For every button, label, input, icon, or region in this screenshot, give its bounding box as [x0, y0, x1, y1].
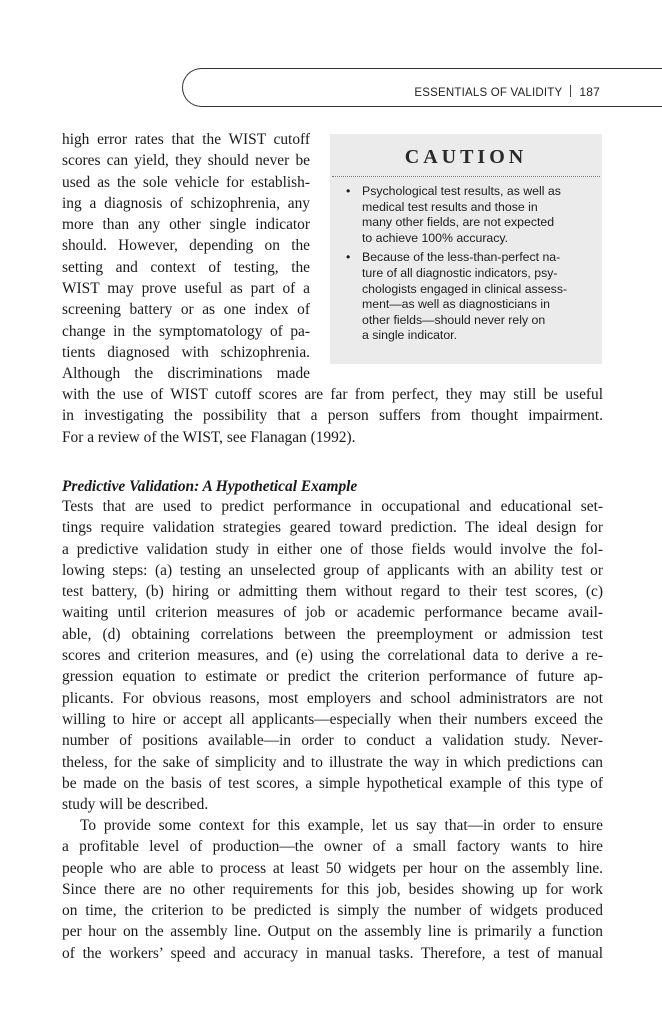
caution-line: to achieve 100% accuracy.	[362, 230, 509, 245]
text-line: on time, the criterion to be predicted is simply the number of widgets produced	[62, 902, 603, 920]
text-line: screening battery or as one index of	[62, 301, 310, 319]
caution-title: CAUTION	[404, 146, 528, 168]
text-line: setting and context of testing, the	[62, 258, 310, 276]
caution-list	[344, 184, 594, 348]
text-line: a predictive validation study in either one of those fields would involve the fol-	[62, 540, 603, 558]
text-line: more than any other single indicator	[62, 216, 310, 234]
caution-line: a single indicator.	[362, 328, 458, 343]
text-line: high error rates that the WIST cutoff	[62, 131, 310, 148]
text-line: scores can yield, they should never be	[62, 152, 310, 170]
text-line: of the workers’ speed and accuracy in manual tasks. Therefore, a test of manual	[62, 944, 603, 962]
paragraph-wist-review	[62, 384, 603, 448]
text-line: number of positions available—in order to conduct a validation study. Never-	[62, 732, 603, 750]
paragraph-predictive-validation	[62, 496, 603, 815]
caution-line: Psychological test results, as well as	[362, 184, 561, 198]
text-line: ing a diagnosis of schizophrenia, any	[62, 194, 310, 212]
bullet-icon: •	[346, 250, 351, 265]
wrapped-text-column	[62, 129, 310, 385]
text-line: people who are able to process at least 50 widgets per hour on the assembly line.	[62, 859, 603, 877]
text-line: tients diagnosed with schizophrenia.	[62, 343, 310, 361]
caution-line: chologists engaged in clinical assess-	[362, 281, 568, 296]
text-line: lowing steps: (a) testing an unselected group of applicants with an ability test or	[62, 561, 603, 579]
text-line: used as the sole vehicle for establish-	[62, 173, 310, 191]
text-line: To provide some context for this example, let us say that—in order to ensure	[80, 817, 603, 834]
text-line: Since there are no other requirements for this job, besides showing up for work	[62, 880, 603, 898]
caution-item	[344, 184, 594, 246]
caution-line: medical test results and those in	[362, 199, 538, 214]
caution-line: other fields—should never rely on	[362, 312, 546, 327]
text-line: with the use of WIST cutoff scores are far from perfect, they may still be useful	[62, 386, 603, 403]
text-line: For a review of the WIST, see Flanagan (1992).	[62, 428, 356, 446]
section-heading: Predictive Validation: A Hypothetical Example	[62, 478, 358, 495]
text-line: scores and criterion measures, and (e) using the correlational data to derive a re-	[62, 647, 603, 665]
caution-line: ment—as well as diagnosticians in	[362, 297, 550, 312]
text-line: per hour on the assembly line. Output on the assembly line is primarily a function	[62, 923, 603, 941]
text-line: Although the discriminations made	[62, 365, 310, 383]
text-line: WIST may prove useful as part of a	[62, 280, 310, 298]
text-line: study will be described.	[62, 796, 209, 814]
caution-line: many other fields, are not expected	[362, 215, 555, 230]
caution-item	[344, 250, 594, 344]
page-number: 187	[579, 85, 600, 99]
text-line: tings require validation strategies geared toward prediction. The ideal design for	[62, 519, 603, 537]
text-line: change in the symptomatology of pa-	[62, 322, 310, 340]
text-line: test battery, (b) hiring or admitting them without regard to their test scores, (c)	[62, 583, 603, 601]
running-title: ESSENTIALS OF VALIDITY	[414, 87, 563, 99]
header-text	[414, 85, 600, 99]
paragraph-factory-example	[62, 815, 603, 964]
caution-line: ture of all diagnostic indicators, psy-	[362, 265, 558, 280]
text-line: be made on the basis of test scores, a simple hypothetical example of this type of	[62, 774, 603, 792]
caution-divider	[332, 176, 600, 177]
text-line: a profitable level of production—the owner of a small factory wants to hire	[62, 838, 603, 856]
text-line: willing to hire or accept all applicants—especially when their numbers exceed the	[62, 710, 603, 728]
text-line: waiting until criterion measures of job or academic performance became avail-	[62, 604, 603, 622]
text-line: plicants. For obvious reasons, most employers and school administrators are not	[62, 689, 603, 707]
text-line: Tests that are used to predict performance in occupational and educational set-	[62, 498, 603, 515]
running-header	[182, 68, 662, 107]
text-line: gression equation to estimate or predict the criterion performance of future ap-	[62, 668, 603, 686]
text-line: should. However, depending on the	[62, 237, 310, 255]
caution-line: Because of the less-than-perfect na-	[362, 250, 561, 265]
bullet-icon: •	[346, 184, 351, 198]
text-line: in investigating the possibility that a person suffers from thought impairment.	[62, 407, 603, 425]
caution-box	[330, 134, 602, 364]
header-separator	[570, 85, 571, 97]
text-line: theless, for the sake of simplicity and to illustrate the way in which predictions can	[62, 753, 603, 771]
text-line: able, (d) obtaining correlations between the preemployment or admission test	[62, 625, 603, 643]
